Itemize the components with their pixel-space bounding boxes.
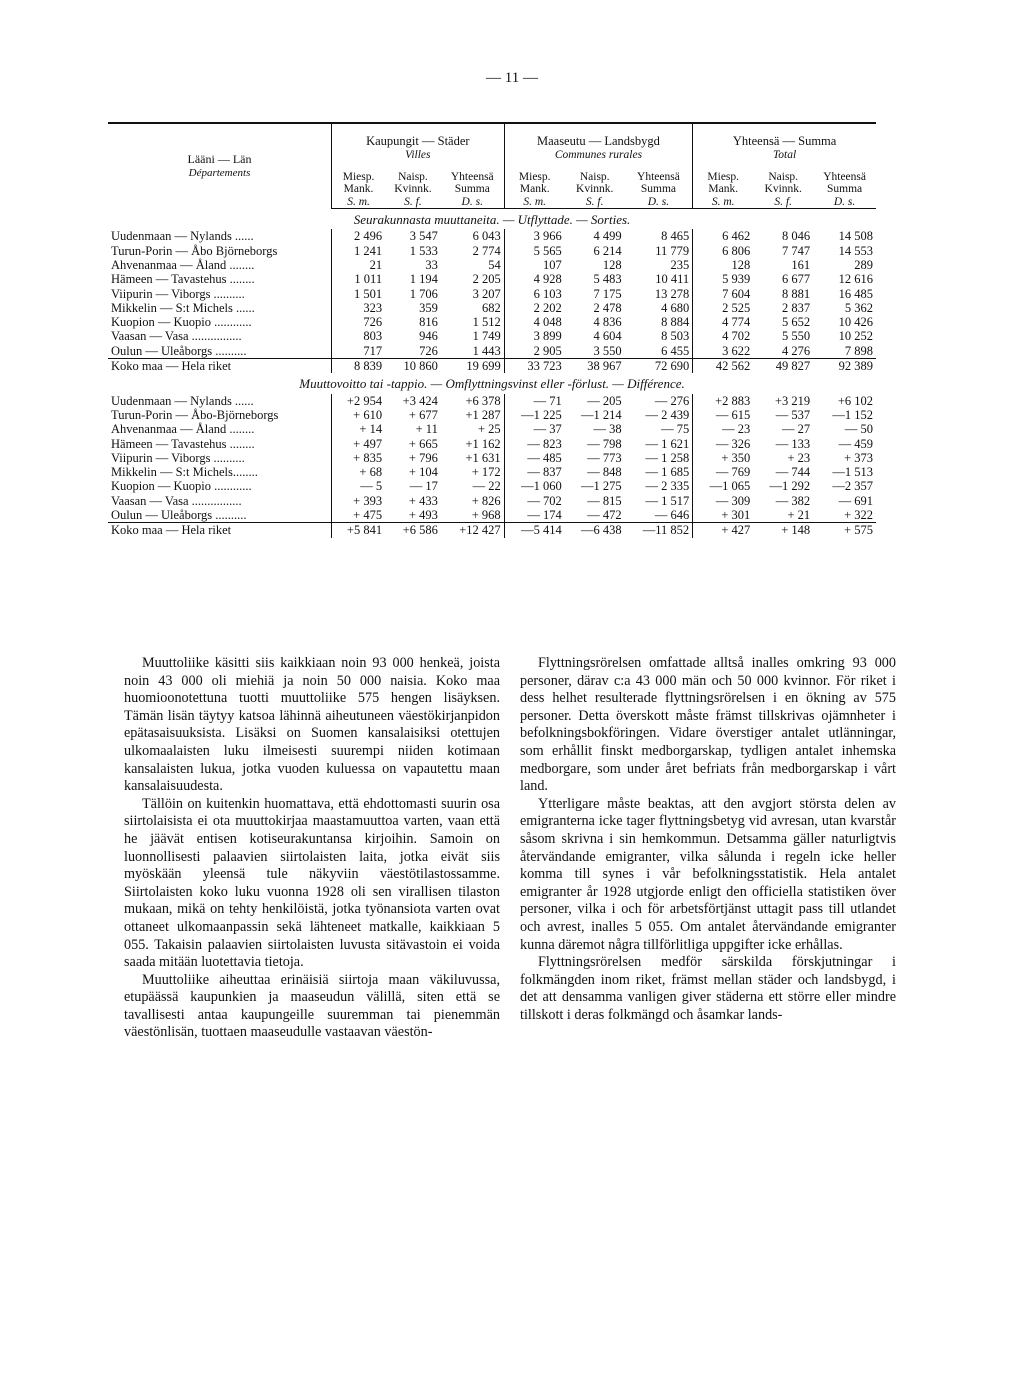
table-cell: —1 513 bbox=[832, 465, 873, 480]
table-cell: 10 860 bbox=[385, 359, 441, 374]
table-cell: + 610 bbox=[332, 408, 386, 422]
region-name: Uudenmaan — Nylands ...... bbox=[111, 229, 254, 244]
table-cell: + 301 bbox=[693, 508, 754, 523]
region-name: Mikkelin — S:t Michels ...... bbox=[111, 300, 255, 315]
region-name: Uudenmaan — Nylands ...... bbox=[111, 393, 254, 408]
table-cell: + 475 bbox=[332, 508, 386, 523]
paragraph: Flyttningsrörelsen medför särskilda förskjutningar i folkmängden inom riket, främst mellan städer och landsbygd, i det att densamma vanligen giver städerna ett större eller mindre tillskott i deras folkmängd och åsamkar lands- bbox=[520, 954, 896, 1023]
column-header-line: Naisp. bbox=[768, 170, 799, 183]
table-row bbox=[108, 329, 876, 343]
table-cell: + 497 bbox=[332, 437, 386, 451]
table-cell: —5 414 bbox=[504, 523, 565, 538]
table-cell: — 702 bbox=[504, 494, 565, 508]
table-cell: +3 219 bbox=[774, 393, 811, 408]
region-name: Turun-Porin — Åbo-Björneborgs bbox=[111, 407, 279, 422]
section-title-row bbox=[108, 373, 876, 393]
table-cell: 1 533 bbox=[409, 243, 438, 258]
table-cell: +12 427 bbox=[441, 523, 504, 538]
table-cell: — 848 bbox=[587, 465, 622, 480]
paragraph: Muuttoliike käsitti siis kaikkiaan noin 93 000 henkeä, joista noin 43 000 oli miehiä ja noin 50 000 naisia. Koko maa huomioonotettuna tuotti muuttoliike 575 hengen lisäyksen. Tämän lisän täytyy katsoa lähinnä aiheutuneen väestökirjanpidon epätasaisuuksista. Lisäksi on Suomen kansalaisiksi otettujen ulkomaalaisten luku ilmeisesti suurempi niiden kotimaan kansalaisten lukua, jotka vuoden kuluessa on vapautettu maan kansalaisuudesta. bbox=[124, 655, 500, 795]
table-cell: 8 046 bbox=[782, 229, 811, 244]
table-cell: 33 bbox=[425, 257, 438, 272]
table-cell: — 815 bbox=[587, 493, 622, 508]
table-cell: — 5 bbox=[332, 479, 386, 493]
table-row bbox=[108, 301, 876, 315]
column-header-line: Kvinnk. bbox=[394, 183, 432, 196]
column-header-line: S. m. bbox=[711, 195, 735, 208]
column-header-line: S. f. bbox=[585, 195, 604, 208]
column-header bbox=[565, 163, 625, 209]
region-name: Koko maa — Hela riket bbox=[108, 359, 332, 374]
region-name: Ahvenanmaa — Åland ........ bbox=[111, 257, 255, 272]
section-title: Seurakunnasta muuttaneita. — Utflyttade. — Sorties. bbox=[353, 212, 631, 228]
table-cell: 4 048 bbox=[504, 315, 565, 329]
table-cell: —1 060 bbox=[504, 479, 565, 493]
table-cell: 6 043 bbox=[472, 229, 501, 244]
table-cell: 72 690 bbox=[625, 359, 693, 374]
table-cell: 8 465 bbox=[661, 229, 690, 244]
table-cell: — 691 bbox=[838, 493, 873, 508]
table-cell: 8 503 bbox=[661, 329, 690, 344]
table-cell: + 796 bbox=[408, 450, 438, 465]
table-cell: 8 839 bbox=[332, 359, 386, 374]
table-cell: 14 553 bbox=[838, 243, 873, 258]
table-cell: —2 357 bbox=[832, 479, 873, 494]
table-cell: — 27 bbox=[782, 422, 811, 437]
table-cell: + 350 bbox=[693, 451, 754, 465]
column-header bbox=[753, 163, 813, 209]
table-cell: + 68 bbox=[332, 465, 386, 479]
table-cell: 16 485 bbox=[838, 286, 873, 301]
region-header-label: Lääni — Län bbox=[187, 152, 252, 166]
column-header bbox=[813, 163, 876, 209]
table-cell: — 382 bbox=[775, 493, 811, 508]
table-cell: — 38 bbox=[593, 422, 622, 437]
table-cell: 6 214 bbox=[593, 243, 622, 258]
paragraph: Flyttningsrörelsen omfattade alltså inalles omkring 93 000 personer, därav c:a 43 000 män och 50 000 kvinnor. För riket i dess helhet resulterade flyttningsrörelsen i en ökning av 575 personer. Detta överskott måste främst tillskrivas ojämnheter i befolkningsbokföringen. Vidare överstiger antalet utlänningar, som erhållit finskt medborgarskap, tydligen antalet inhemska medborgare, som under året befriats från medborgarskap i vårt land. bbox=[520, 655, 896, 795]
column-header bbox=[385, 163, 441, 209]
table-cell: — 75 bbox=[661, 422, 690, 437]
section-title: Muuttovoitto tai -tappio. — Omflyttningsvinst eller -förlust. — Différence. bbox=[299, 376, 685, 392]
table-row bbox=[108, 287, 876, 301]
table-row bbox=[108, 465, 876, 479]
table-cell: — 1 685 bbox=[645, 465, 690, 480]
table-cell: + 493 bbox=[408, 508, 438, 523]
column-header-line: Miesp. bbox=[707, 170, 740, 183]
column-header-line: Naisp. bbox=[398, 170, 428, 183]
table-cell: + 826 bbox=[471, 493, 501, 508]
table-cell: — 485 bbox=[504, 451, 565, 465]
finnish-text-column bbox=[124, 655, 500, 1042]
table-cell: +2 954 bbox=[332, 394, 386, 408]
table-cell: — 823 bbox=[504, 437, 565, 451]
table-cell: 38 967 bbox=[565, 359, 625, 374]
table-cell: + 373 bbox=[844, 450, 873, 465]
table-cell: +6 378 bbox=[465, 393, 501, 408]
table-cell: 2 478 bbox=[593, 300, 622, 315]
table-cell: 7 898 bbox=[844, 343, 873, 358]
column-header-line: D. s. bbox=[461, 195, 483, 208]
table-cell: 1 011 bbox=[332, 272, 386, 286]
region-name: Vaasan — Vasa ................ bbox=[111, 329, 242, 344]
table-cell: 8 884 bbox=[661, 315, 690, 330]
table-cell: — 2 335 bbox=[645, 479, 690, 494]
region-name: Viipurin — Viborgs .......... bbox=[111, 286, 245, 301]
column-header-line: Yhteensä bbox=[637, 170, 680, 183]
region-name: Hämeen — Tavastehus ........ bbox=[111, 272, 255, 287]
table-cell: 816 bbox=[419, 315, 438, 330]
column-header-line: S. f. bbox=[774, 195, 792, 208]
table-cell: 4 928 bbox=[504, 272, 565, 286]
table-cell: 49 827 bbox=[753, 359, 813, 374]
table-cell: 726 bbox=[419, 343, 438, 358]
table-cell: 4 774 bbox=[693, 315, 754, 329]
column-header-line: Naisp. bbox=[579, 170, 610, 183]
table-row bbox=[108, 315, 876, 329]
table-cell: 1 194 bbox=[409, 272, 438, 287]
table-cell: + 25 bbox=[478, 422, 501, 437]
table-cell: — 472 bbox=[587, 508, 622, 523]
column-header-line: S. f. bbox=[404, 195, 422, 208]
table-cell: —1 152 bbox=[832, 407, 873, 422]
table-cell: — 37 bbox=[504, 422, 565, 436]
column-header bbox=[504, 163, 565, 209]
page-number: — 11 — bbox=[486, 70, 538, 86]
column-header-line: Yhteensä bbox=[450, 170, 494, 183]
table-cell: + 104 bbox=[408, 465, 438, 480]
table-cell: 10 252 bbox=[838, 329, 873, 344]
table-cell: 3 966 bbox=[504, 229, 565, 243]
table-cell: +6 102 bbox=[837, 393, 873, 408]
total-row bbox=[108, 359, 876, 374]
table-cell: 19 699 bbox=[441, 359, 504, 374]
table-cell: 5 362 bbox=[844, 300, 873, 315]
table-cell: + 433 bbox=[408, 493, 438, 508]
group-header-total: Yhteensä — Summa Total bbox=[693, 123, 876, 163]
table-row bbox=[108, 479, 876, 493]
column-header-line: Mank. bbox=[519, 183, 550, 196]
column-header bbox=[441, 163, 504, 209]
table-cell: 3 547 bbox=[409, 229, 438, 244]
table-cell: + 665 bbox=[408, 436, 438, 451]
table-cell: 5 483 bbox=[593, 272, 622, 287]
table-cell: 21 bbox=[332, 258, 386, 272]
table-cell: 128 bbox=[693, 258, 754, 272]
table-cell: 54 bbox=[488, 257, 501, 272]
table-cell: — 326 bbox=[693, 437, 754, 451]
table-cell: +5 841 bbox=[332, 523, 386, 538]
table-cell: 107 bbox=[504, 258, 565, 272]
table-cell: — 276 bbox=[654, 393, 690, 408]
table-cell: — 537 bbox=[775, 407, 811, 422]
table-cell: 128 bbox=[602, 257, 622, 272]
table-cell: +1 631 bbox=[465, 450, 501, 465]
region-name: Turun-Porin — Åbo Björneborgs bbox=[111, 243, 278, 258]
table-row bbox=[108, 394, 876, 408]
column-header-line: Miesp. bbox=[342, 170, 375, 183]
table-cell: 359 bbox=[419, 300, 438, 315]
table-cell: — 174 bbox=[504, 508, 565, 523]
table-cell: 13 278 bbox=[654, 286, 690, 301]
region-name: Hämeen — Tavastehus ........ bbox=[111, 436, 255, 451]
table-cell: 11 779 bbox=[655, 243, 690, 258]
column-header-line: Miesp. bbox=[518, 170, 551, 183]
table-cell: 10 426 bbox=[838, 315, 873, 330]
table-cell: 289 bbox=[854, 257, 873, 272]
table-cell: 4 499 bbox=[593, 229, 622, 244]
table-cell: — 1 517 bbox=[645, 493, 690, 508]
table-cell: —11 852 bbox=[625, 523, 693, 538]
table-cell: 33 723 bbox=[504, 359, 565, 374]
table-cell: 6 103 bbox=[504, 287, 565, 301]
table-cell: 14 508 bbox=[838, 229, 873, 244]
table-cell: 2 525 bbox=[693, 301, 754, 315]
table-cell: 10 411 bbox=[655, 272, 690, 287]
table-cell: —1 275 bbox=[581, 479, 622, 494]
section-title-row bbox=[108, 209, 876, 230]
table-cell: 726 bbox=[332, 315, 386, 329]
column-header-line: Kvinnk. bbox=[764, 183, 802, 196]
table-cell: 12 616 bbox=[838, 272, 873, 287]
table-row bbox=[108, 508, 876, 523]
table-cell: + 322 bbox=[844, 508, 873, 523]
region-name: Kuopion — Kuopio ............ bbox=[111, 479, 252, 494]
table-cell: —1 292 bbox=[769, 479, 811, 494]
table-cell: — 71 bbox=[504, 394, 565, 408]
column-header bbox=[332, 163, 386, 209]
table-cell: + 575 bbox=[813, 523, 876, 538]
table-cell: 8 881 bbox=[782, 286, 811, 301]
table-cell: — 22 bbox=[472, 479, 501, 494]
table-row bbox=[108, 408, 876, 422]
table-cell: 946 bbox=[419, 329, 438, 344]
column-header-line: Mank. bbox=[708, 183, 739, 196]
region-header bbox=[108, 123, 332, 209]
table-cell: — 2 439 bbox=[645, 407, 690, 422]
table-cell: — 1 258 bbox=[645, 450, 690, 465]
region-name: Mikkelin — S:t Michels........ bbox=[111, 465, 258, 480]
table-cell: —6 438 bbox=[565, 523, 625, 538]
table-cell: —1 214 bbox=[581, 407, 622, 422]
column-header bbox=[625, 163, 693, 209]
table-cell: + 172 bbox=[471, 465, 501, 480]
table-cell: +2 883 bbox=[693, 394, 754, 408]
table-cell: — 309 bbox=[693, 494, 754, 508]
swedish-text-column bbox=[520, 655, 896, 1024]
table-cell: — 50 bbox=[844, 422, 873, 437]
table-cell: + 677 bbox=[408, 407, 438, 422]
table-cell: 92 389 bbox=[813, 359, 876, 374]
column-header-line: Summa bbox=[640, 183, 676, 196]
table-cell: 717 bbox=[332, 344, 386, 359]
region-name: Koko maa — Hela riket bbox=[108, 523, 332, 538]
table-cell: 1 749 bbox=[472, 329, 501, 344]
region-name: Vaasan — Vasa ................ bbox=[111, 493, 242, 508]
table-cell: 2 837 bbox=[782, 300, 811, 315]
table-cell: 1 501 bbox=[332, 287, 386, 301]
table-row bbox=[108, 422, 876, 436]
region-name: Kuopion — Kuopio ............ bbox=[111, 315, 252, 330]
table-cell: 6 455 bbox=[661, 343, 690, 358]
table-cell: 161 bbox=[791, 257, 811, 272]
table-cell: 5 550 bbox=[782, 329, 811, 344]
migration-table bbox=[108, 122, 876, 538]
table-row bbox=[108, 451, 876, 465]
column-header-line: Yhteensä bbox=[823, 170, 866, 183]
table-cell: — 798 bbox=[587, 436, 622, 451]
table-cell: — 205 bbox=[587, 393, 622, 408]
table-cell: — 646 bbox=[654, 508, 690, 523]
total-row bbox=[108, 523, 876, 538]
table-cell: 5 652 bbox=[782, 315, 811, 330]
table-cell: 4 836 bbox=[593, 315, 622, 330]
table-cell: 6 677 bbox=[782, 272, 811, 287]
table-cell: + 14 bbox=[332, 422, 386, 436]
table-cell: — 773 bbox=[587, 450, 622, 465]
table-cell: +1 287 bbox=[465, 407, 501, 422]
table-cell: 803 bbox=[332, 329, 386, 343]
region-name: Viipurin — Viborgs .......... bbox=[111, 450, 245, 465]
table-row bbox=[108, 258, 876, 272]
table-cell: — 133 bbox=[775, 436, 811, 451]
table-cell: 1 512 bbox=[472, 315, 501, 330]
column-header-line: D. s. bbox=[647, 195, 670, 208]
table-cell: 4 276 bbox=[782, 343, 811, 358]
table-cell: 4 604 bbox=[593, 329, 622, 344]
table-cell: +1 162 bbox=[465, 436, 501, 451]
table-cell: — 1 621 bbox=[645, 436, 690, 451]
table-cell: —1 225 bbox=[504, 408, 565, 422]
table-row bbox=[108, 244, 876, 258]
table-cell: +3 424 bbox=[402, 393, 438, 408]
table-cell: 5 565 bbox=[504, 244, 565, 258]
table-cell: 2 905 bbox=[504, 344, 565, 359]
table-cell: +6 586 bbox=[385, 523, 441, 538]
column-header-line: Mank. bbox=[343, 183, 374, 196]
column-header bbox=[693, 163, 754, 209]
table-cell: + 23 bbox=[787, 450, 811, 465]
table-cell: 2 205 bbox=[472, 272, 501, 287]
table-cell: 323 bbox=[332, 301, 386, 315]
paragraph: Muuttoliike aiheuttaa erinäisiä siirtoja maan väkiluvussa, etupäässä kaupunkien ja maaseudun välillä, siten että se tavallisesti antaa kaupungeille suuremman tai pienemmän väestönlisän, tuottaen maaseudulle vastaavan väestön- bbox=[124, 971, 500, 1041]
table-cell: + 148 bbox=[753, 523, 813, 538]
table-cell: 2 202 bbox=[504, 301, 565, 315]
table-cell: 7 604 bbox=[693, 287, 754, 301]
table-cell: 682 bbox=[481, 300, 501, 315]
column-header-line: Summa bbox=[454, 183, 490, 196]
table-row bbox=[108, 344, 876, 359]
region-name: Ahvenanmaa — Åland ........ bbox=[111, 422, 255, 437]
group-header-cities: Kaupungit — Städer Villes bbox=[332, 123, 505, 163]
table-cell: 2 496 bbox=[332, 229, 386, 243]
table-cell: + 968 bbox=[471, 508, 501, 523]
table-row bbox=[108, 494, 876, 508]
table-cell: —1 065 bbox=[693, 479, 754, 493]
table-cell: — 837 bbox=[504, 465, 565, 479]
table-cell: — 17 bbox=[409, 479, 438, 494]
table-cell: 4 680 bbox=[661, 300, 690, 315]
column-header-line: Kvinnk. bbox=[576, 183, 614, 196]
column-header-line: S. m. bbox=[523, 195, 547, 208]
column-header-line: Summa bbox=[827, 183, 863, 196]
table-cell: — 744 bbox=[775, 465, 811, 480]
table-cell: — 615 bbox=[693, 408, 754, 422]
table-cell: 42 562 bbox=[693, 359, 754, 374]
table-row bbox=[108, 437, 876, 451]
column-header-line: S. m. bbox=[347, 195, 370, 208]
table-cell: 1 241 bbox=[332, 244, 386, 258]
table-row bbox=[108, 272, 876, 286]
paragraph: Ytterligare måste beaktas, att den avgjort största delen av emigranterna icke tager flyttningsbetyg vid avresan, utan kvarstår såsom skrivna i sin hemkommun. Detsamma gäller naturligtvis återvändande emigranter, vilka sålunda i regeln icke heller komma till synes i vår befolkningsstatistik. Hela antalet emigranter år 1928 utgjorde enligt den officiella statistiken över personer, vilka i och för arbetsförtjänst uttagit pass till utlandet och avrest, inalles 5 055. Om antalet återvändande emigranter kunna däremot några tillförlitliga uppgifter icke erhållas. bbox=[520, 795, 896, 953]
column-header-line: D. s. bbox=[833, 195, 856, 208]
table-cell: + 427 bbox=[693, 523, 754, 538]
table-cell: + 835 bbox=[332, 451, 386, 465]
table-cell: 7 747 bbox=[782, 243, 811, 258]
table-cell: 4 702 bbox=[693, 329, 754, 343]
table-cell: + 393 bbox=[332, 494, 386, 508]
table-cell: 3 207 bbox=[472, 286, 501, 301]
table-cell: 3 550 bbox=[593, 343, 622, 358]
table-cell: 235 bbox=[670, 257, 690, 272]
table-cell: 6 806 bbox=[693, 244, 754, 258]
table-cell: 1 443 bbox=[472, 343, 501, 358]
table-cell: — 769 bbox=[693, 465, 754, 479]
table-cell: 3 899 bbox=[504, 329, 565, 343]
region-name: Oulun — Uleåborgs .......... bbox=[111, 343, 247, 358]
table-cell: 2 774 bbox=[472, 243, 501, 258]
region-header-fr: Départements bbox=[188, 167, 251, 180]
group-header-rural: Maaseutu — Landsbygd Communes rurales bbox=[504, 123, 693, 163]
table-row bbox=[108, 229, 876, 243]
table-cell: + 21 bbox=[787, 508, 811, 523]
table-cell: — 23 bbox=[693, 422, 754, 436]
table-cell: + 11 bbox=[415, 422, 438, 437]
table-cell: 6 462 bbox=[693, 229, 754, 243]
table-cell: 3 622 bbox=[693, 344, 754, 359]
table-cell: — 459 bbox=[838, 436, 873, 451]
table-cell: 1 706 bbox=[409, 286, 438, 301]
table-cell: 7 175 bbox=[593, 286, 622, 301]
paragraph: Tällöin on kuitenkin huomattava, että ehdottomasti suurin osa siirtolaisista ei ota muuttokirjaa maastamuuttoa varten, vaan että he jäävät entisen kotiseurakuntansa kirjoihin. Samoin on luonnollisesti palaavien siirtolaisten laita, jotka eivät siis myöskään yleensä tule näkyviin väestötilastossamme. Siirtolaisten koko luku vuonna 1928 oli sen virallisen tilaston mukaan, mikä on tehty henkilöistä, jotka työnansiota varten ovat ottaneet ulkomaanpassin sekä lähteneet matkalle, kaikkiaan 5 055. Takaisin palaavien siirtolaisten luvusta sitävastoin ei voida saada mitään luotettavia tietoja. bbox=[124, 795, 500, 971]
table-cell: 5 939 bbox=[693, 272, 754, 286]
region-name: Oulun — Uleåborgs .......... bbox=[111, 508, 247, 523]
